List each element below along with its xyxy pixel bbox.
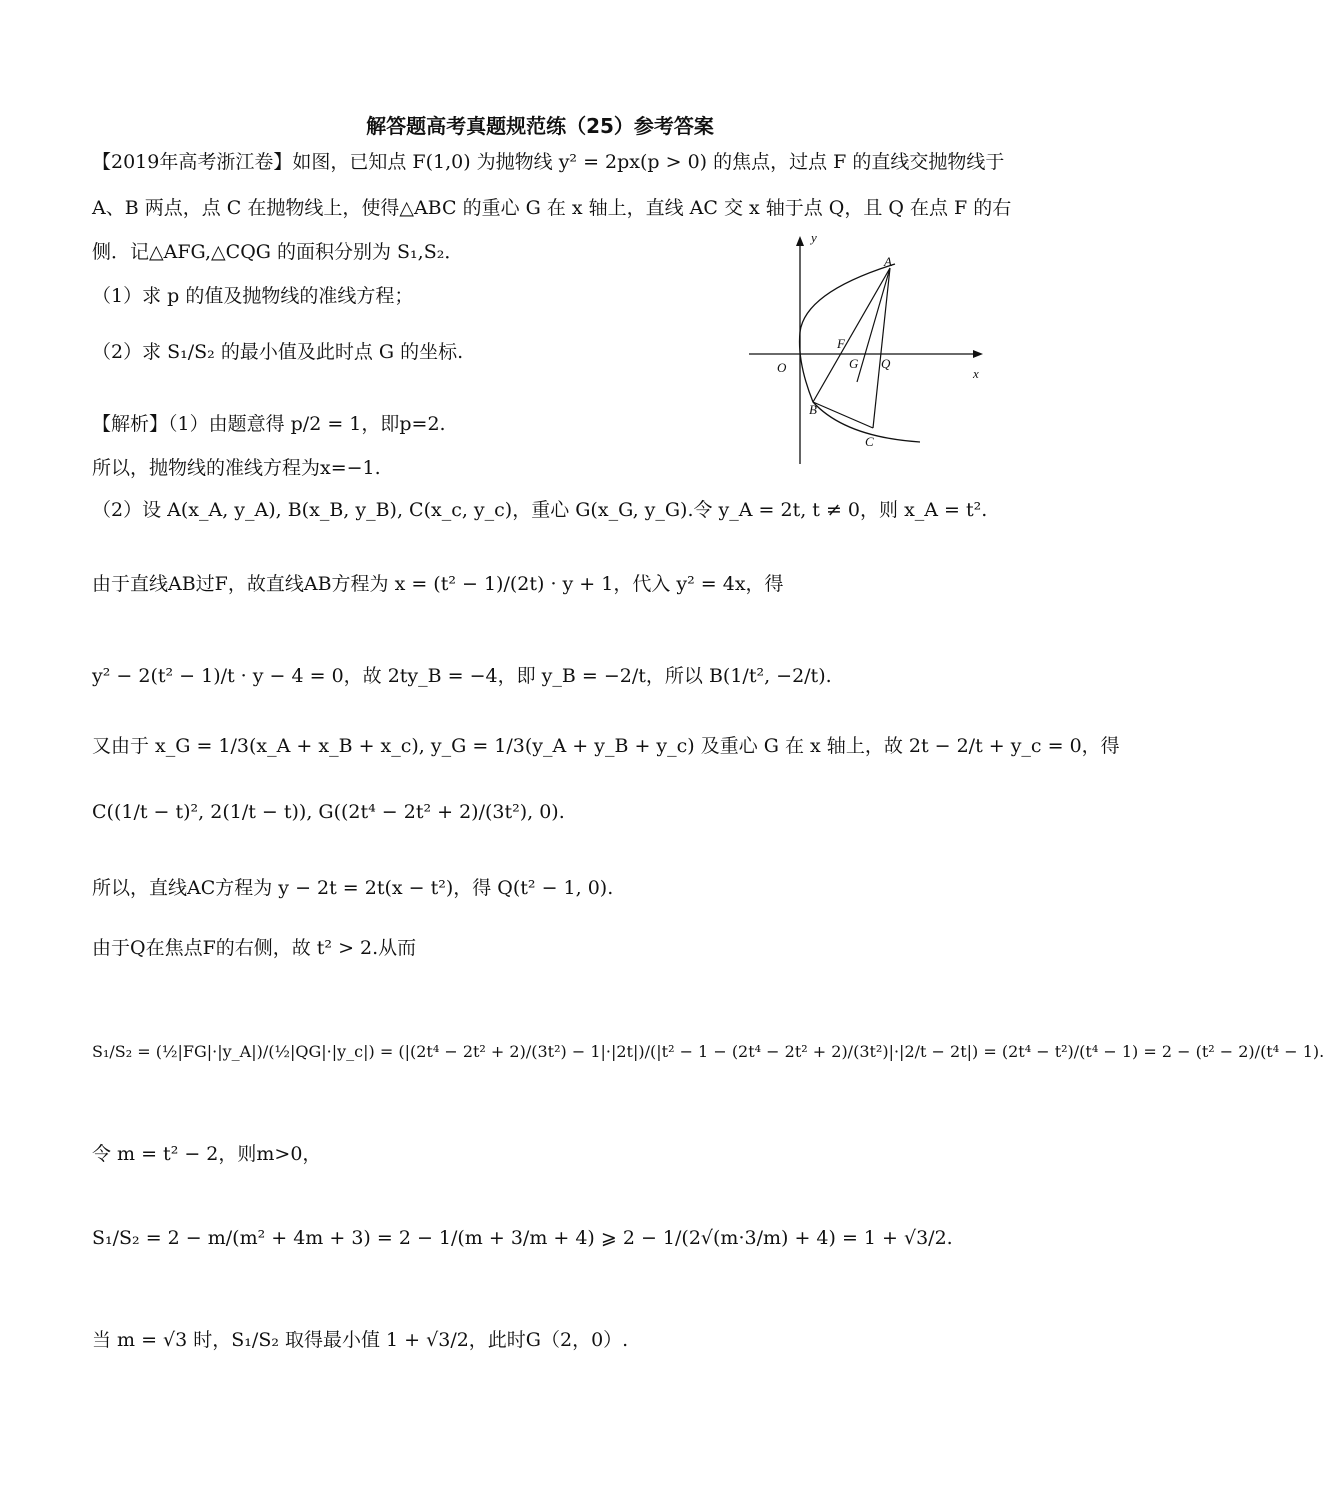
label-q: Q — [881, 356, 891, 371]
area-ratio-expression: S₁/S₂ = (½|FG|·|y_A|)/(½|QG|·|y_c|) = (|(2t⁴ − 2t² + 2)/(3t²) − 1|·|2t|)/(|t² − 1 − (2t⁴ − 2t² + 2)/(3t²)|·|2/t − 2t|) = (2t⁴ − t²)/(t⁴ − 1) = 2 − (t² − 2)/(t⁴ − 1). — [92, 1042, 1324, 1061]
parabola-figure — [745, 232, 995, 472]
question-2: （2）求 S₁/S₂ 的最小值及此时点 G 的坐标. — [92, 341, 464, 363]
centroid-condition: 又由于 x_G = 1/3(x_A + x_B + x_c), y_G = 1/3(y_A + y_B + y_c) 及重心 G 在 x 轴上，故 2t − 2/t + y_c = 0，得 — [92, 735, 1120, 757]
label-f: F — [837, 336, 845, 351]
label-b: B — [809, 402, 817, 417]
y-axis-arrow-icon — [796, 236, 804, 246]
label-o: O — [777, 360, 787, 375]
label-a: A — [884, 254, 892, 269]
final-answer: 当 m = √3 时，S₁/S₂ 取得最小值 1 + √3/2，此时G（2，0）. — [92, 1329, 629, 1351]
label-g: G — [849, 356, 859, 371]
t-squared-condition: 由于Q在焦点F的右侧，故 t² > 2.从而 — [92, 937, 417, 959]
line-ac-equation: 所以，直线AC方程为 y − 2t = 2t(x − t²)，得 Q(t² − 1, 0). — [92, 877, 614, 899]
question-1: （1）求 p 的值及抛物线的准线方程； — [92, 285, 414, 307]
x-axis-arrow-icon — [973, 350, 983, 358]
point-b-derivation: y² − 2(t² − 1)/t · y − 4 = 0，故 2ty_B = −4，即 y_B = −2/t，所以 B(1/t², −2/t). — [92, 665, 832, 687]
solution-part-2-setup: （2）设 A(x_A, y_A), B(x_B, y_B), C(x_c, y_c)，重心 G(x_G, y_G).令 y_A = 2t, t ≠ 0，则 x_A = t². — [92, 499, 988, 521]
ratio-inequality: S₁/S₂ = 2 − m/(m² + 4m + 3) = 2 − 1/(m + 3/m + 4) ⩾ 2 − 1/(2√(m·3/m) + 4) = 1 + √3/2. — [92, 1227, 953, 1249]
parabola-curve — [800, 264, 920, 442]
points-c-g: C((1/t − t)², 2(1/t − t)), G((2t⁴ − 2t² + 2)/(3t²), 0). — [92, 801, 565, 823]
label-c: C — [865, 434, 874, 449]
problem-line-3: 侧．记△AFG,△CQG 的面积分别为 S₁,S₂． — [92, 241, 464, 263]
directrix-line: 所以，抛物线的准线方程为x=−1. — [92, 457, 381, 479]
problem-line-2: A、B 两点，点 C 在抛物线上，使得△ABC 的重心 G 在 x 轴上，直线 AC 交 x 轴于点 Q，且 Q 在点 F 的右 — [92, 197, 1012, 219]
solution-part-1: 【解析】（1）由题意得 p/2 = 1，即p=2. — [92, 413, 446, 435]
page-title: 解答题高考真题规范练（25）参考答案 — [366, 114, 714, 138]
label-y: y — [811, 230, 817, 245]
parabola-diagram — [745, 232, 995, 472]
problem-line-1: 【2019年高考浙江卷】如图，已知点 F(1,0) 为抛物线 y² = 2px(p > 0) 的焦点，过点 F 的直线交抛物线于 — [92, 151, 1005, 173]
label-x: x — [973, 366, 979, 381]
substitution-m: 令 m = t² − 2，则m>0， — [92, 1143, 322, 1165]
line-ab-equation: 由于直线AB过F，故直线AB方程为 x = (t² − 1)/(2t) · y + 1，代入 y² = 4x，得 — [92, 573, 784, 595]
